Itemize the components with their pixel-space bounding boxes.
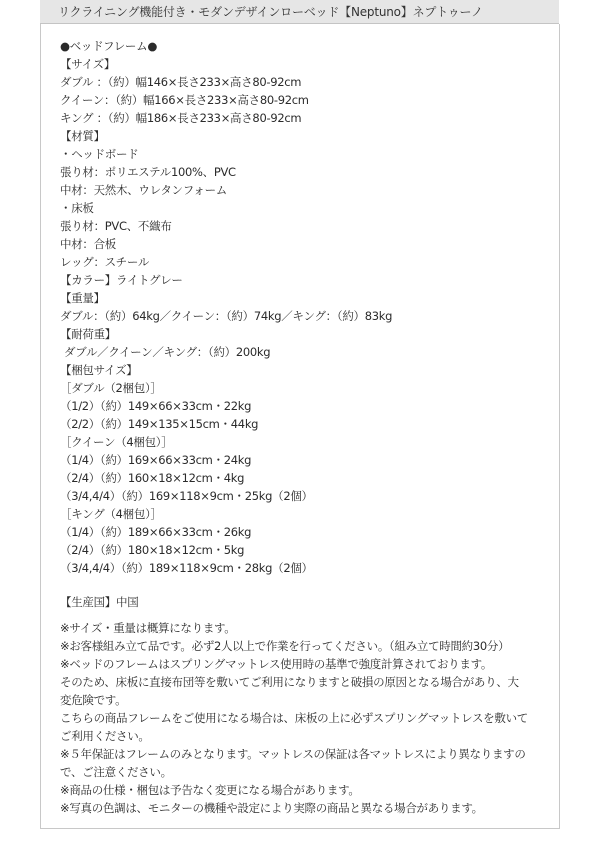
note-spec-change: ※商品の仕様・梱包は予告なく変更になる場合があります。 — [60, 783, 360, 797]
weight-heading: 【重量】 — [60, 291, 105, 305]
package-queen-label: ［クイーン（4梱包）］ — [60, 435, 173, 449]
title-bar — [40, 0, 559, 24]
package-queen-3: （3/4,4/4）（約）169×118×9cm・25kg（2個） — [60, 489, 313, 503]
note-mattress-2: ご利用ください。 — [60, 729, 150, 743]
leg-material: レッグ：スチール — [60, 255, 150, 269]
note-futon-warning-2: 変危険です。 — [60, 693, 127, 707]
size-heading: 【サイズ】 — [60, 57, 116, 71]
package-double-2: （2/2）（約）149×135×15cm・44kg — [60, 417, 259, 431]
weight: ダブル：（約）64kg／クイーン：（約）74kg／キング：（約）83kg — [60, 309, 393, 323]
note-approximate: ※サイズ・重量は概算になります。 — [60, 621, 236, 635]
color: 【カラー】ライトグレー — [60, 273, 183, 287]
note-strength: ※ベッドのフレームはスプリングマットレス使用時の基準で強度計算されております。 — [60, 657, 493, 671]
headboard-label: ・ヘッドボード — [60, 147, 139, 161]
package-king-1: （1/4）（約）189×66×33cm・26kg — [60, 525, 252, 539]
note-warranty-1: ※５年保証はフレームのみとなります。マットレスの保証は各マットレスにより異なりますの — [60, 747, 526, 761]
package-king-3: （3/4,4/4）（約）189×118×9cm・28kg（2個） — [60, 561, 313, 575]
package-queen-1: （1/4）（約）169×66×33cm・24kg — [60, 453, 252, 467]
frame-heading: ●ベッドフレーム● — [60, 39, 158, 53]
size-king: キング ：（約）幅186×長さ233×高さ80-92cm — [60, 111, 302, 125]
load: ダブル／クイーン／キング：（約）200kg — [64, 345, 271, 359]
product-title: リクライニング機能付き・モダンデザインローベッド【Neptuno】ネプトゥーノ — [58, 5, 483, 19]
package-double-label: ［ダブル（2梱包）］ — [60, 381, 162, 395]
size-double: ダブル ：（約）幅146×長さ233×高さ80-92cm — [60, 75, 302, 89]
floor-core: 中材：合板 — [60, 237, 116, 251]
package-queen-2: （2/4）（約）160×18×12cm・4kg — [60, 471, 245, 485]
size-queen: クイーン：（約）幅166×長さ233×高さ80-92cm — [60, 93, 309, 107]
headboard-core: 中材：天然木、ウレタンフォーム — [60, 183, 227, 197]
floor-covering: 張り材：PVC、不織布 — [60, 219, 172, 233]
material-heading: 【材質】 — [60, 129, 105, 143]
load-heading: 【耐荷重】 — [60, 327, 116, 341]
note-futon-warning-1: そのため、床板に直接布団等を敷いてご利用になりますと破損の原因となる場合があり、大 — [60, 675, 519, 689]
note-assembly: ※お客様組み立て品です。必ず2人以上で作業を行ってください。（組み立て時間約30分） — [60, 639, 510, 653]
package-double-1: （1/2）（約）149×66×33cm・22kg — [60, 399, 252, 413]
package-king-label: ［キング（4梱包）］ — [60, 507, 162, 521]
note-warranty-2: で、ご注意ください。 — [60, 765, 172, 779]
package-heading: 【梱包サイズ】 — [60, 363, 138, 377]
note-mattress-1: こちらの商品フレームをご使用になる場合は、床板の上に必ずスプリングマットレスを敷いて — [60, 711, 528, 725]
headboard-covering: 張り材：ポリエステル100%、PVC — [60, 165, 236, 179]
package-king-2: （2/4）（約）180×18×12cm・5kg — [60, 543, 245, 557]
floor-label: ・床板 — [60, 201, 94, 215]
note-color-tone: ※写真の色調は、モニターの機種や設定により実際の商品と異なる場合があります。 — [60, 801, 483, 815]
origin: 【生産国】中国 — [60, 595, 139, 609]
